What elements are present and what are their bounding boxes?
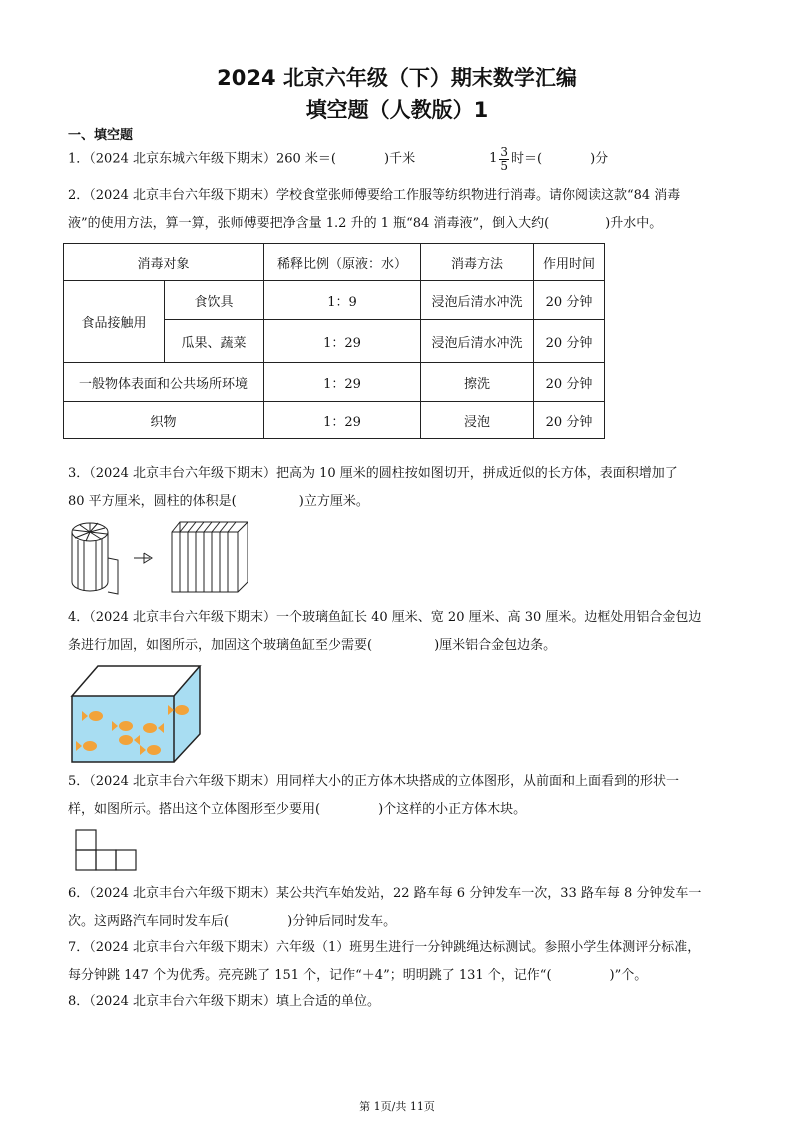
table-cell: 1：29 <box>264 363 421 402</box>
table-cell: 擦洗 <box>421 363 534 402</box>
table-cell: 浸泡后清水冲洗 <box>421 320 534 363</box>
table-cell: 20 分钟 <box>534 363 605 402</box>
table-cell: 浸泡 <box>421 402 534 439</box>
fraction-denominator: 5 <box>500 158 509 173</box>
mixed-fraction <box>489 145 511 173</box>
table-row <box>64 363 605 402</box>
q1-part-a: 1．（2024 北京东城六年级下期末）260 米＝( <box>68 151 337 167</box>
question-8 <box>68 988 728 1016</box>
q5-line2b: )个这样的小正方体木块。 <box>378 802 527 817</box>
table-cell: 20 分钟 <box>534 402 605 439</box>
q8-line1: 8．（2024 北京丰台六年级下期末）填上合适的单位。 <box>68 994 380 1009</box>
q5-line2a: 样，如图所示。搭出这个立体图形至少要用( <box>68 802 321 817</box>
q5-line1: 5．（2024 北京丰台六年级下期末）用同样大小的正方体木块搭成的立体图形，从前面和上面看到的形状一 <box>68 774 679 789</box>
page-subtitle: 填空题（人教版）1 <box>305 98 489 122</box>
fraction-whole: 1 <box>489 151 498 166</box>
q6-line1: 6．（2024 北京丰台六年级下期末）某公共汽车始发站，22 路车每 6 分钟发车一次，33 路车每 8 分钟发车一 <box>68 886 702 901</box>
table-header-row <box>64 244 605 281</box>
cylinder-shape <box>72 523 118 594</box>
q6-line2b: )分钟后同时发车。 <box>287 914 397 929</box>
table-row <box>64 281 605 320</box>
q1-part-b: 时＝( <box>511 151 543 167</box>
question-1 <box>68 145 728 174</box>
question-3 <box>68 460 728 516</box>
q7-line2b: )”个。 <box>609 968 648 983</box>
question-5 <box>68 768 728 824</box>
table-cell: 1：29 <box>264 402 421 439</box>
question-7 <box>68 934 728 990</box>
cube-view-figure <box>74 828 138 874</box>
q2-line2a: 液”的使用方法，算一算，张师傅要把净含量 1.2 升的 1 瓶“84 消毒液”，倒入大约( <box>68 216 550 231</box>
table-header: 作用时间 <box>534 244 605 281</box>
question-2 <box>68 182 728 238</box>
disinfection-table <box>63 243 605 439</box>
q3-line1: 3．（2024 北京丰台六年级下期末）把高为 10 厘米的圆柱按如图切开，拼成近似的长方体，表面积增加了 <box>68 466 678 481</box>
q2-line2b: )升水中。 <box>605 216 663 231</box>
table-cell: 1：29 <box>264 320 421 363</box>
table-cell: 织物 <box>64 402 264 439</box>
table-header: 消毒对象 <box>64 244 264 281</box>
table-cell: 食饮具 <box>165 281 264 320</box>
q4-line2b: )厘米铝合金包边条。 <box>434 638 557 653</box>
cuboid-shape <box>172 522 248 592</box>
table-cell: 一般物体表面和公共场所环境 <box>64 363 264 402</box>
q4-line1: 4．（2024 北京丰台六年级下期末）一个玻璃鱼缸长 40 厘米、宽 20 厘米、高 30 厘米。边框处用铝合金包边 <box>68 610 702 625</box>
q1-part-a-end: )千米 <box>384 151 416 167</box>
arrow-right-icon <box>134 553 152 563</box>
question-4 <box>68 604 728 660</box>
question-6 <box>68 880 728 936</box>
table-header: 稀释比例（原液：水） <box>264 244 421 281</box>
page-title: 2024 北京六年级（下）期末数学汇编 <box>217 66 577 90</box>
q2-line1: 2．（2024 北京丰台六年级下期末）学校食堂张师傅要给工作服等纺织物进行消毒。请你阅读这款“84 消毒 <box>68 188 681 203</box>
table-cell: 1：9 <box>264 281 421 320</box>
fish-tank-figure <box>68 660 204 764</box>
fraction-numerator: 3 <box>500 144 509 159</box>
table-header: 消毒方法 <box>421 244 534 281</box>
q3-line2b: )立方厘米。 <box>298 494 369 509</box>
page-footer: 第 1页/共 11页 <box>359 1100 435 1113</box>
table-row <box>64 402 605 439</box>
table-cell: 20 分钟 <box>534 281 605 320</box>
q7-line2a: 每分钟跳 147 个为优秀。亮亮跳了 151 个，记作“＋4”；明明跳了 131 个，记作“( <box>68 968 552 983</box>
q7-line1: 7．（2024 北京丰台六年级下期末）六年级（1）班男生进行一分钟跳绳达标测试。参照小学生体测评分标准， <box>68 940 701 955</box>
section-heading: 一、填空题 <box>68 128 134 143</box>
cylinder-to-cuboid-figure <box>68 518 248 598</box>
table-cell: 浸泡后清水冲洗 <box>421 281 534 320</box>
q3-line2a: 80 平方厘米，圆柱的体积是( <box>68 494 237 509</box>
q1-part-b-end: )分 <box>590 151 609 167</box>
table-group-label: 食品接触用 <box>64 281 165 363</box>
q6-line2a: 次。这两路汽车同时发车后( <box>68 914 230 929</box>
table-cell: 20 分钟 <box>534 320 605 363</box>
table-cell: 瓜果、蔬菜 <box>165 320 264 363</box>
q4-line2a: 条进行加固，如图所示，加固这个玻璃鱼缸至少需要( <box>68 638 373 653</box>
